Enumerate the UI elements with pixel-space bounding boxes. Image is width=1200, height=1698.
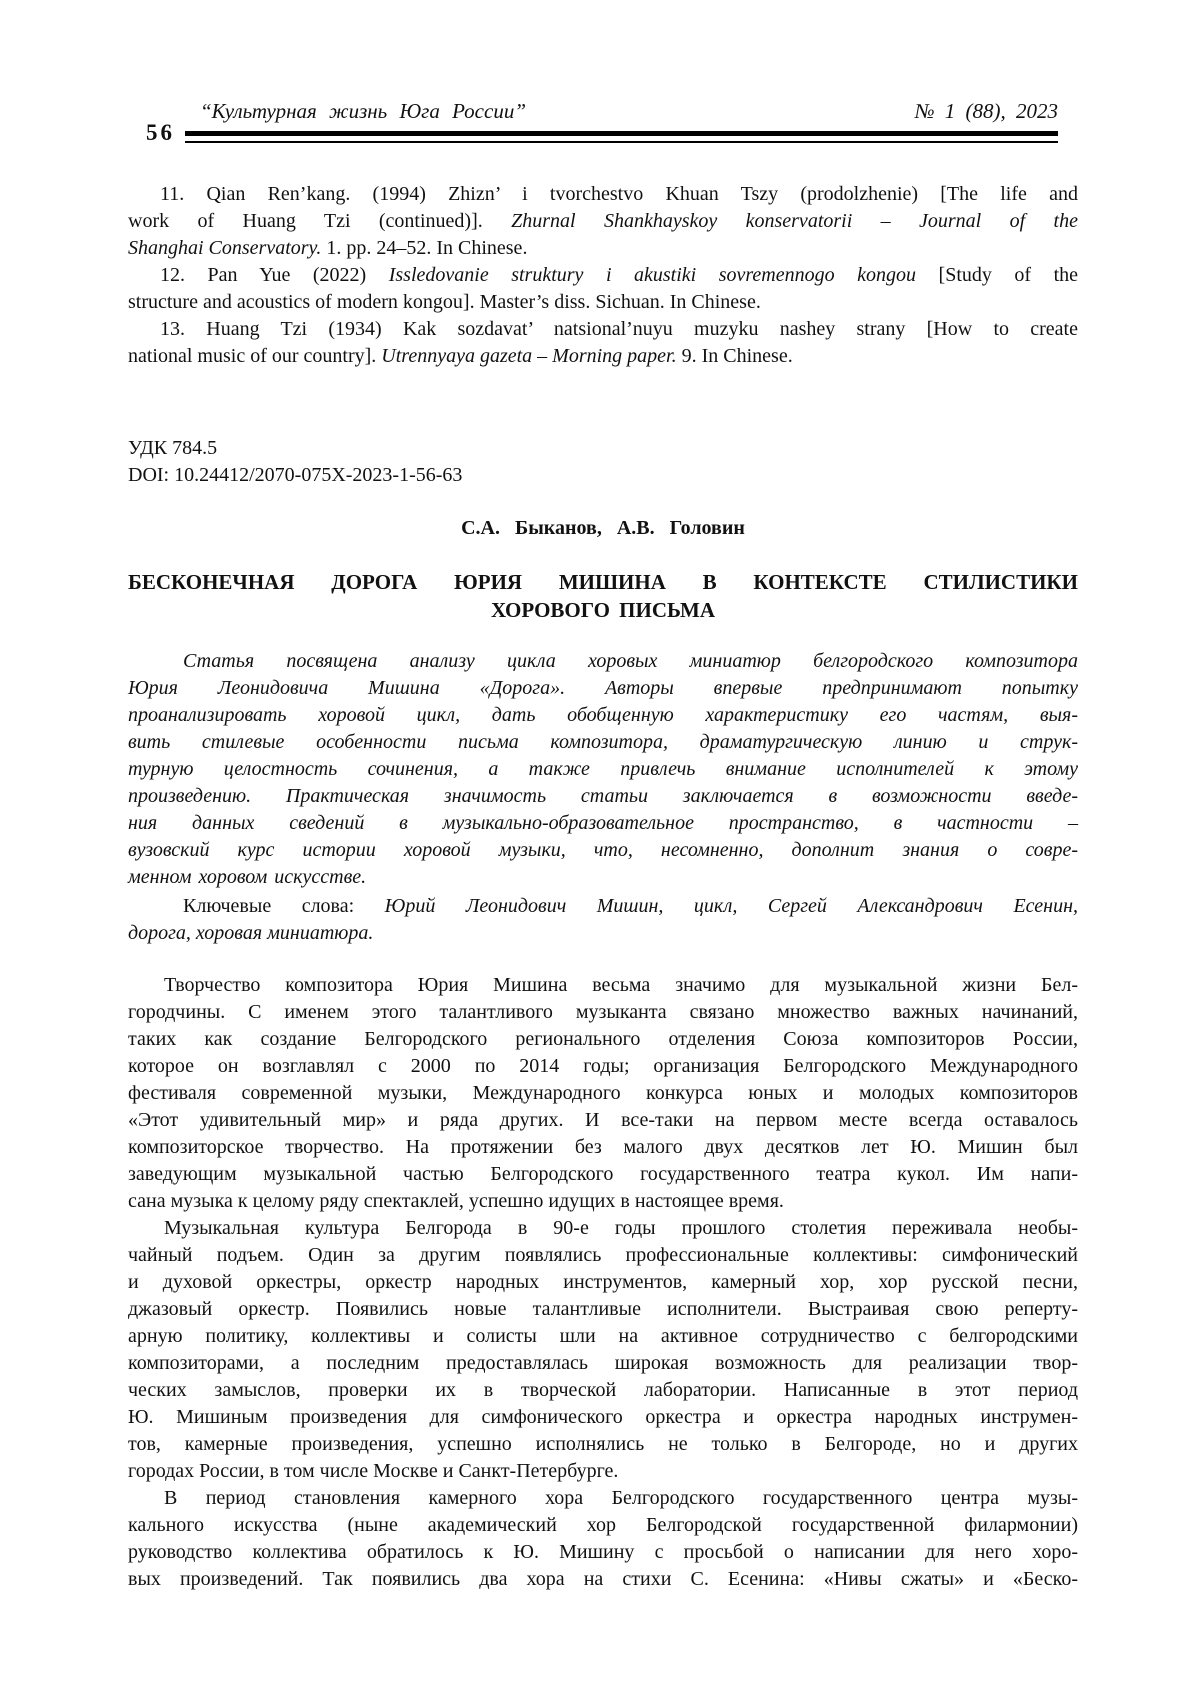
text-segment: «Этот удивительный мир» и ряда других. И все-таки на первом месте всегда оставалось bbox=[128, 1109, 1078, 1131]
text-line bbox=[128, 920, 1078, 947]
text-segment: Shanghai Conservatory. bbox=[128, 237, 322, 259]
text-line bbox=[128, 1377, 1078, 1404]
text-line bbox=[128, 1188, 1078, 1215]
text-segment: national music of our country]. bbox=[128, 345, 382, 367]
text-line bbox=[128, 648, 1078, 675]
text-segment: Юрий Леонидович Мишин, цикл, Сергей Александрович Есенин, bbox=[384, 895, 1078, 917]
text-segment: произведению. Практическая значимость статьи заключается в возможности введе- bbox=[128, 785, 1078, 807]
text-line bbox=[128, 1512, 1078, 1539]
text-segment: заведующим музыкальной частью Белгородского государственного театра кукол. Им напи- bbox=[128, 1163, 1078, 1185]
text-segment: structure and acoustics of modern kongou]. Master’s diss. Sichuan. In Chinese. bbox=[128, 291, 761, 313]
text-line bbox=[128, 1431, 1078, 1458]
text-line bbox=[128, 181, 1078, 208]
doi-line: DOI: 10.24412/2070-075X-2023-1-56-63 bbox=[128, 464, 463, 486]
udc-line: УДК 784.5 bbox=[128, 437, 218, 459]
text-line bbox=[128, 343, 1078, 370]
text-segment: руководство коллектива обратилось к Ю. Мишину с просьбой о написании для него хоро- bbox=[128, 1541, 1078, 1563]
text-line bbox=[128, 208, 1078, 235]
text-line bbox=[128, 999, 1078, 1026]
text-segment: 11. Qian Ren’kang. (1994) Zhizn’ i tvorchestvo Khuan Tszy (prodolzhenie) [The life and bbox=[160, 183, 1078, 205]
text-segment: 12. Pan Yue (2022) bbox=[160, 264, 389, 286]
text-segment: Zhurnal Shankhayskoy konservatorii – Journal of the bbox=[511, 210, 1078, 232]
text-segment: которое он возглавлял с 2000 по 2014 годы; организация Белгородского Международного bbox=[128, 1055, 1078, 1077]
body-paragraph-1 bbox=[128, 972, 1078, 1215]
keywords-paragraph bbox=[128, 893, 1078, 947]
text-segment: джазовый оркестр. Появились новые талантливые исполнители. Выстраивая свою реперту- bbox=[128, 1298, 1078, 1320]
text-segment: 13. Huang Tzi (1934) Kak sozdavat’ natsional’nuyu muzyku nashey strany [How to create bbox=[160, 318, 1078, 340]
text-line bbox=[128, 1107, 1078, 1134]
text-line bbox=[128, 1323, 1078, 1350]
text-line bbox=[128, 729, 1078, 756]
text-line bbox=[128, 1053, 1078, 1080]
text-line bbox=[128, 675, 1078, 702]
text-line bbox=[128, 864, 1078, 891]
text-segment: таких как создание Белгородского регионального отделения Союза композиторов России, bbox=[128, 1028, 1078, 1050]
text-segment: турную целостность сочинения, а также привлечь внимание исполнителей к этому bbox=[128, 758, 1078, 780]
text-line bbox=[128, 1269, 1078, 1296]
text-line bbox=[128, 1134, 1078, 1161]
text-segment: 9. In Chinese. bbox=[676, 345, 793, 367]
text-segment: тов, камерные произведения, успешно исполнялись не только в Белгороде, но и других bbox=[128, 1433, 1078, 1455]
text-segment: В период становления камерного хора Белгородского государственного центра музы- bbox=[164, 1487, 1078, 1509]
text-line bbox=[128, 783, 1078, 810]
text-segment: городчины. С именем этого талантливого музыканта связано множество важных начинаний, bbox=[128, 1001, 1078, 1023]
page-number: 56 bbox=[146, 120, 175, 145]
issue-info: № 1 (88), 2023 bbox=[914, 99, 1058, 123]
text-line bbox=[128, 1485, 1078, 1512]
text-segment: Юрия Леонидовича Мишина «Дорога». Авторы впервые предпринимают попытку bbox=[128, 677, 1078, 699]
article-title-line-2: ХОРОВОГО ПИСЬМА bbox=[490, 598, 716, 622]
text-segment: композиторами, а последним предоставлялась широкая возможность для реализации твор- bbox=[128, 1352, 1078, 1374]
text-line bbox=[128, 1215, 1078, 1242]
reference-item-11 bbox=[128, 181, 1078, 262]
abstract-paragraph bbox=[128, 648, 1078, 891]
text-segment: композиторское творчество. На протяжении без малого двух десятков лет Ю. Мишин был bbox=[128, 1136, 1078, 1158]
text-segment: чайный подъем. Один за другим появлялись профессиональные коллективы: симфонический bbox=[128, 1244, 1078, 1266]
text-segment: work of Huang Tzi (continued)]. bbox=[128, 210, 512, 232]
text-segment: вузовский курс истории хоровой музыки, что, несомненно, дополнит знания о совре- bbox=[128, 839, 1078, 861]
text-segment: ческих замыслов, проверки их в творческой лаборатории. Написанные в этот период bbox=[128, 1379, 1078, 1401]
text-segment: проанализировать хоровой цикл, дать обобщенную характеристику его частям, выя- bbox=[128, 704, 1078, 726]
text-segment: арную политику, коллективы и солисты шли на активное сотрудничество с белгородскими bbox=[128, 1325, 1078, 1347]
text-segment: Ключевые слова: bbox=[183, 895, 385, 917]
text-line bbox=[128, 1350, 1078, 1377]
text-line bbox=[128, 1026, 1078, 1053]
text-line bbox=[128, 1404, 1078, 1431]
text-line bbox=[128, 1242, 1078, 1269]
text-segment: вить стилевые особенности письма композитора, драматургическую линию и струк- bbox=[128, 731, 1078, 753]
article-meta bbox=[128, 435, 1078, 489]
text-segment: Utrennyaya gazeta – Morning paper. bbox=[381, 345, 677, 367]
body-paragraph-3 bbox=[128, 1485, 1078, 1593]
text-line bbox=[128, 756, 1078, 783]
text-column bbox=[128, 0, 1078, 1593]
text-line bbox=[128, 289, 1078, 316]
text-segment: Творчество композитора Юрия Мишина весьма значимо для музыкальной жизни Бел- bbox=[164, 974, 1078, 996]
text-segment: Issledovanie struktury i akustiki sovremennogo kongou bbox=[388, 264, 917, 286]
text-line bbox=[128, 893, 1078, 920]
text-segment: дорога, хоровая миниатюра. bbox=[128, 922, 374, 944]
text-line bbox=[128, 837, 1078, 864]
body-paragraph-2 bbox=[128, 1215, 1078, 1485]
text-line bbox=[128, 972, 1078, 999]
text-segment: Музыкальная культура Белгорода в 90-е годы прошлого столетия переживала необы- bbox=[164, 1217, 1078, 1239]
reference-item-13 bbox=[128, 316, 1078, 370]
article-title-line-1: БЕСКОНЕЧНАЯ ДОРОГА ЮРИЯ МИШИНА В КОНТЕКСТЕ СТИЛИСТИКИ bbox=[128, 570, 1078, 594]
text-segment: ния данных сведений в музыкально-образовательное пространство, в частности – bbox=[128, 812, 1078, 834]
journal-title: “Культурная жизнь Юга России” bbox=[200, 99, 526, 123]
text-line bbox=[128, 1539, 1078, 1566]
article-title bbox=[128, 568, 1078, 624]
text-line bbox=[128, 1080, 1078, 1107]
text-segment: [Study of the bbox=[916, 264, 1078, 286]
text-segment: сана музыка к целому ряду спектаклей, успешно идущих в настоящее время. bbox=[128, 1190, 784, 1212]
text-line bbox=[128, 1458, 1078, 1485]
text-line bbox=[128, 1566, 1078, 1593]
text-segment: Статья посвящена анализу цикла хоровых миниатюр белгородского композитора bbox=[183, 650, 1078, 672]
text-line bbox=[128, 316, 1078, 343]
references-section bbox=[128, 181, 1078, 370]
text-segment: вых произведений. Так появились два хора на стихи С. Есенина: «Нивы сжаты» и «Беско- bbox=[128, 1568, 1078, 1590]
text-line bbox=[128, 1296, 1078, 1323]
authors-line: С.А. Быканов, А.В. Головин bbox=[461, 517, 745, 539]
text-line bbox=[128, 1161, 1078, 1188]
text-line bbox=[128, 235, 1078, 262]
text-line bbox=[128, 702, 1078, 729]
text-segment: кального искусства (ныне академический хор Белгородской государственной филармонии) bbox=[128, 1514, 1078, 1536]
text-segment: фестиваля современной музыки, Международного конкурса юных и молодых композиторов bbox=[128, 1082, 1078, 1104]
text-segment: менном хоровом искусстве. bbox=[128, 866, 367, 888]
reference-item-12 bbox=[128, 262, 1078, 316]
text-segment: Ю. Мишиным произведения для симфонического оркестра и оркестра народных инструмен- bbox=[128, 1406, 1078, 1428]
text-line bbox=[128, 810, 1078, 837]
text-line bbox=[128, 262, 1078, 289]
text-segment: и духовой оркестры, оркестр народных инструментов, камерный хор, хор русской песни, bbox=[128, 1271, 1078, 1293]
text-segment: 1. pp. 24–52. In Chinese. bbox=[321, 237, 528, 259]
text-segment: городах России, в том числе Москве и Санкт-Петербурге. bbox=[128, 1460, 619, 1482]
